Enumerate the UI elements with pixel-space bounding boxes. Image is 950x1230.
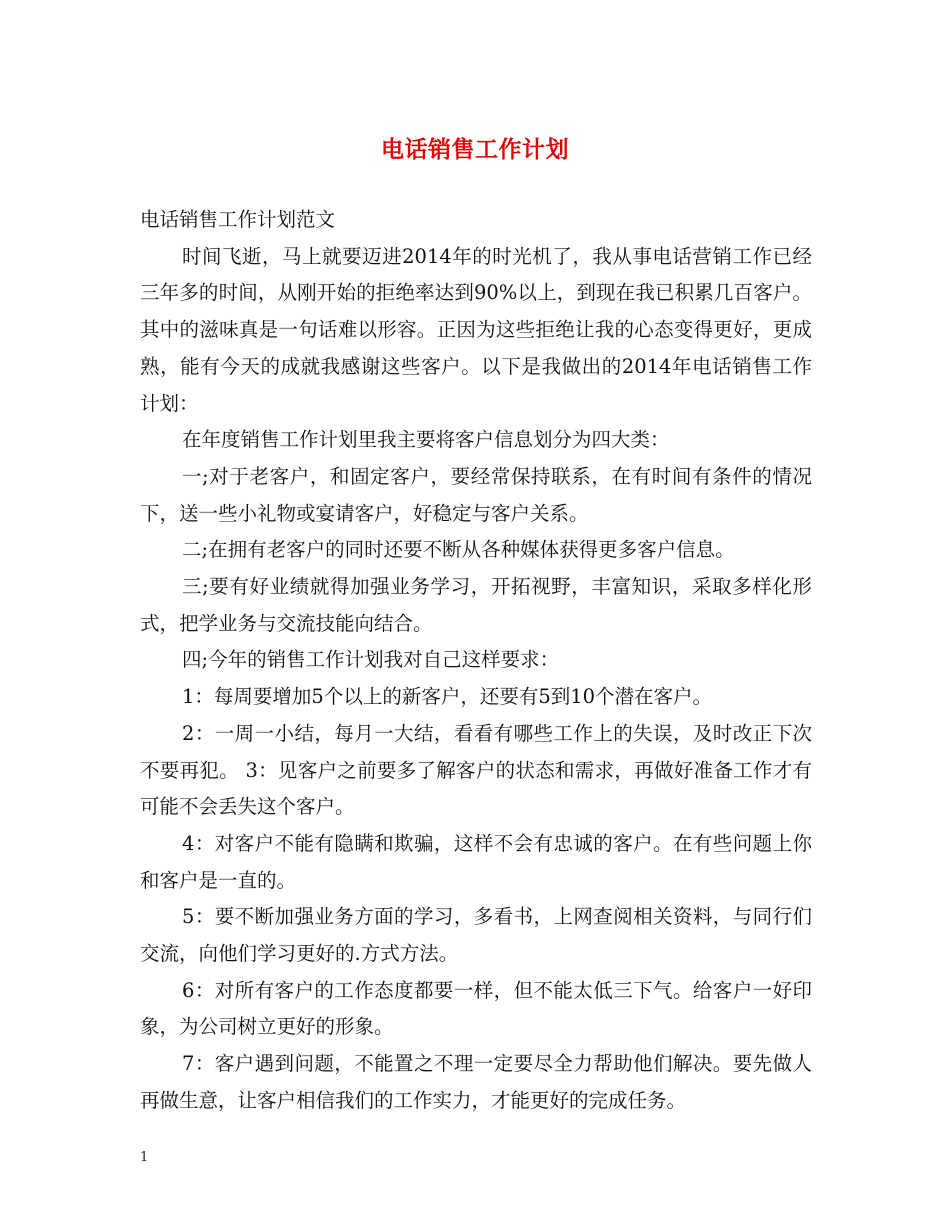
paragraph-category-3: 三;要有好业绩就得加强业务学习，开拓视野，丰富知识，采取多样化形式，把学业务与交流技能向结合。 xyxy=(140,575,812,635)
paragraph-requirement-7: 7：客户遇到问题，不能置之不理一定要尽全力帮助他们解决。要先做人再做生意，让客户相信我们的工作实力，才能更好的完成任务。 xyxy=(140,1052,812,1112)
page-number: 1 xyxy=(140,1150,149,1165)
paragraph-requirement-2-3: 2：一周一小结，每月一大结，看看有哪些工作上的失误，及时改正下次不要再犯。 3：见客户之前要多了解客户的状态和需求，再做好准备工作才有可能不会丢失这个客户。 xyxy=(140,721,812,819)
paragraph-requirement-4: 4：对客户不能有隐瞒和欺骗，这样不会有忠诚的客户。在有些问题上你和客户是一直的。 xyxy=(140,831,812,892)
document-body xyxy=(140,202,812,1120)
paragraph-category-1: 一;对于老客户，和固定客户，要经常保持联系，在有时间有条件的情况下，送一些小礼物或宴请客户，好稳定与客户关系。 xyxy=(140,464,812,525)
document-subtitle: 电话销售工作计划范文 xyxy=(140,208,336,231)
paragraph-category-4: 四;今年的销售工作计划我对自己这样要求： xyxy=(182,648,560,672)
paragraph-requirement-1: 1：每周要增加5个以上的新客户，还要有5到10个潜在客户。 xyxy=(182,685,713,709)
paragraph-requirement-6: 6：对所有客户的工作态度都要一样，但不能太低三下气。给客户一好印象，为公司树立更好的形象。 xyxy=(140,978,812,1039)
page-title: 电话销售工作计划 xyxy=(381,136,569,163)
paragraph-requirement-5: 5：要不断加强业务方面的学习，多看书，上网查阅相关资料，与同行们交流，向他们学习更好的.方式方法。 xyxy=(140,905,812,966)
paragraph-intro: 时间飞逝，马上就要迈进2014年的时光机了，我从事电话营销工作已经三年多的时间，从刚开始的拒绝率达到90%以上，到现在我已积累几百客户。其中的滋味真是一句话难以形容。正因为这些拒绝让我的心态变得更好，更成熟，能有今天的成就我感谢这些客户。以下是我做出的2014年电话销售工作计划： xyxy=(140,244,812,415)
paragraph-category-2: 二;在拥有老客户的同时还要不断从各种媒体获得更多客户信息。 xyxy=(182,538,735,562)
paragraph-categories: 在年度销售工作计划里我主要将客户信息划分为四大类： xyxy=(182,428,670,452)
